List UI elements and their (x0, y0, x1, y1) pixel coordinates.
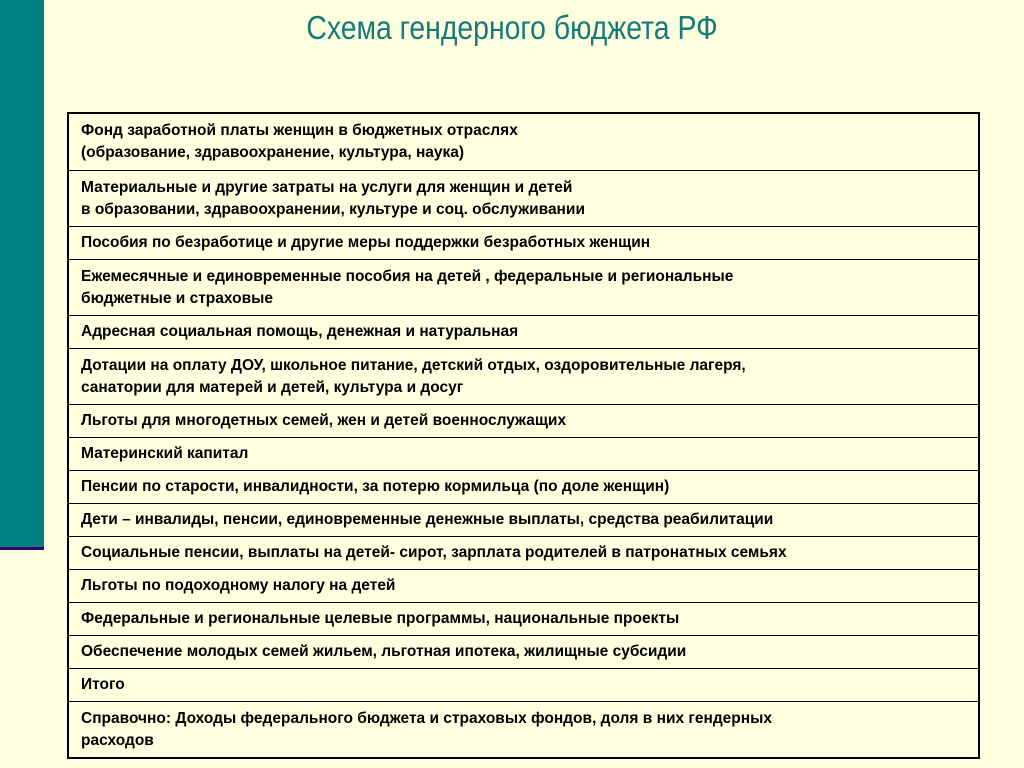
table-row: Пособия по безработице и другие меры поддержки безработных женщин (69, 226, 978, 259)
table-row: Пенсии по старости, инвалидности, за потерю кормильца (по доле женщин) (69, 470, 978, 503)
table-row: Федеральные и региональные целевые программы, национальные проекты (69, 602, 978, 635)
table-row: Дети – инвалиды, пенсии, единовременные денежные выплаты, средства реабилитации (69, 503, 978, 536)
table-row: Социальные пенсии, выплаты на детей- сирот, зарплата родителей в патронатных семьях (69, 536, 978, 569)
side-accent-bar (0, 0, 44, 547)
budget-table (67, 112, 980, 759)
table-row: Обеспечение молодых семей жильем, льготная ипотека, жилищные субсидии (69, 635, 978, 668)
page-title: Схема гендерного бюджета РФ (306, 9, 718, 46)
table-row: Адресная социальная помощь, денежная и натуральная (69, 315, 978, 348)
table-row: Льготы по подоходному налогу на детей (69, 569, 978, 602)
table-row: Итого (69, 668, 978, 701)
table-row: Фонд заработной платы женщин в бюджетных отраслях (образование, здравоохранение, культура, наука) (81, 122, 518, 161)
table-row: Ежемесячные и единовременные пособия на детей , федеральные и региональные бюджетные и страховые (69, 259, 978, 315)
table-row: Справочно: Доходы федерального бюджета и страховых фондов, доля в них гендерных расходов (69, 701, 978, 757)
table-row: Дотации на оплату ДОУ, школьное питание, детский отдых, оздоровительные лагеря, санатории для матерей и детей, культура и досуг (69, 348, 978, 404)
side-accent-line (0, 547, 44, 550)
table-row: Льготы для многодетных семей, жен и детей военнослужащих (69, 404, 978, 437)
table-row: Материнский капитал (69, 437, 978, 470)
table-row: Материальные и другие затраты на услуги для женщин и детей в образовании, здравоохранении, культуре и соц. обслуживании (69, 170, 978, 226)
